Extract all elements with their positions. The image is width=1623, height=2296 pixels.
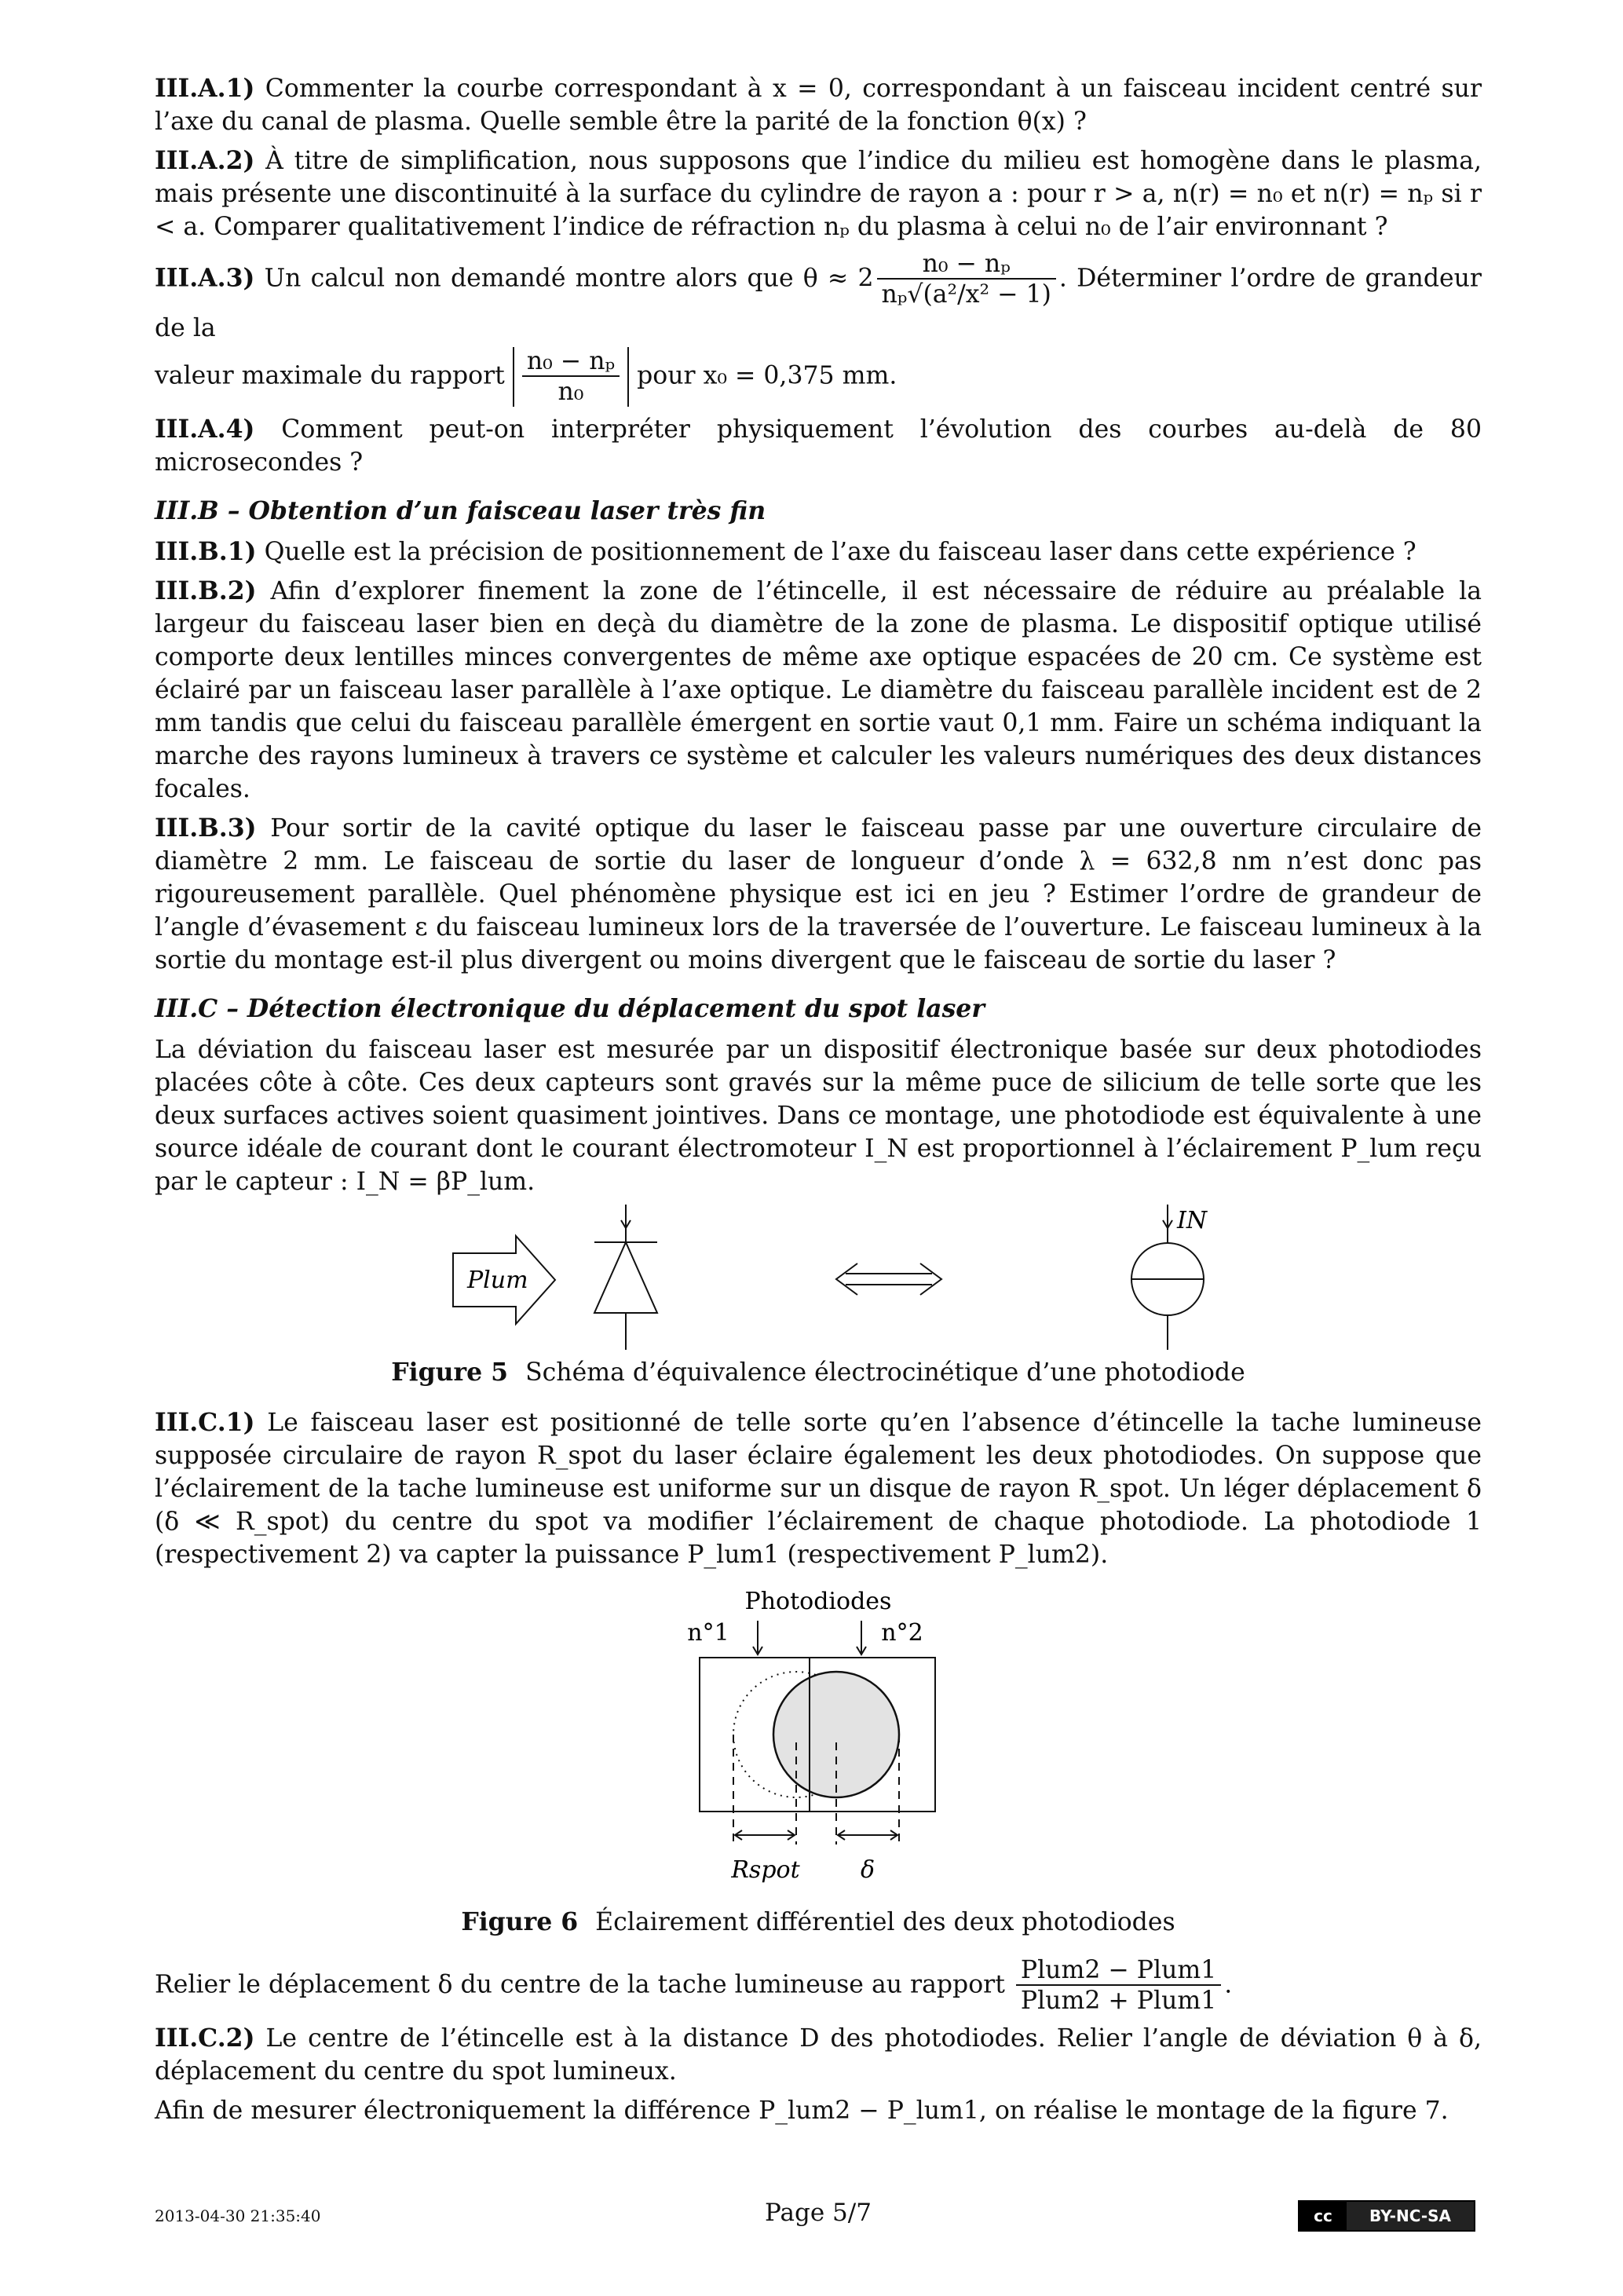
relier-text-b: . <box>1224 1970 1233 1999</box>
question-label: III.C.1) <box>155 1408 255 1437</box>
question-III-C-1 <box>155 1406 1482 1571</box>
question-label: III.C.2) <box>155 2024 255 2053</box>
figure-5-caption <box>155 1356 1482 1389</box>
question-III-B-1 <box>155 536 1482 569</box>
caption-number: Figure 5 <box>391 1358 509 1387</box>
question-label: III.B.2) <box>155 576 257 605</box>
caption-number: Figure 6 <box>461 1907 579 1936</box>
ratio-numerator: n₀ − nₚ <box>522 347 620 377</box>
question-text-d: pour x₀ = 0,375 mm. <box>637 361 897 390</box>
n1-label: n°1 <box>687 1619 729 1647</box>
page-number: Page 5/7 <box>765 2199 872 2227</box>
question-text: Le centre de l’étincelle est à la distance D des photodiodes. Relier l’angle de déviation θ à δ, déplacement du centre du spot lumineux. <box>155 2024 1482 2086</box>
question-III-A-4 <box>155 413 1482 479</box>
rspot-label: Rspot <box>731 1856 800 1884</box>
question-III-B-2 <box>155 575 1482 806</box>
license-text: BY-NC-SA <box>1347 2202 1474 2230</box>
question-label: III.A.4) <box>155 415 255 444</box>
fraction-numerator: Plum2 − Plum1 <box>1016 1956 1221 1986</box>
timestamp: 2013-04-30 21:35:40 <box>155 2206 321 2225</box>
caption-text: Schéma d’équivalence électrocinétique d’une photodiode <box>525 1358 1245 1387</box>
cc-icon: cc <box>1299 2202 1347 2230</box>
relier-statement <box>155 1956 1482 2016</box>
fraction-denominator: nₚ√(a²/x² − 1) <box>881 280 1051 309</box>
plum-label: Plum <box>467 1267 528 1294</box>
question-label: III.A.2) <box>155 146 255 175</box>
page-content <box>155 72 1482 2133</box>
final-line: Afin de mesurer électroniquement la différence P_lum2 − P_lum1, on réalise le montage de la figure 7. <box>155 2097 1449 2125</box>
question-text-a: Un calcul non demandé montre alors que θ ≈ 2 <box>264 264 874 293</box>
power-ratio-fraction <box>1016 1956 1221 2016</box>
equivalence-arrow-icon <box>836 1263 941 1295</box>
question-III-A-2 <box>155 144 1482 243</box>
fraction-numerator: n₀ − nₚ <box>877 250 1056 280</box>
question-III-C-2 <box>155 2022 1482 2088</box>
question-text: À titre de simplification, nous supposons que l’indice du milieu est homogène dans le plasma, mais présente une discontinuité à la surface du cylindre de rayon a : pour r > a, n(r) = n₀ et n(r) = nₚ si r < a. Comparer qualitativement l’indice de réfraction nₚ du plasma à celui n₀ de l’air environnant ? <box>155 147 1482 241</box>
license-badge <box>1298 2200 1475 2232</box>
diode-triangle-icon <box>594 1242 657 1313</box>
question-text: Quelle est la précision de positionnement de l’axe du faisceau laser dans cette expérience ? <box>264 538 1416 566</box>
theta-fraction <box>877 250 1056 309</box>
section-heading-III-C: III.C – Détection électronique du déplacement du spot laser <box>155 994 985 1023</box>
question-III-A-3 <box>155 250 1482 407</box>
section-heading-III-B: III.B – Obtention d’un faisceau laser très fin <box>155 496 766 525</box>
figure-6 <box>155 1585 1482 1899</box>
intro-III-C: La déviation du faisceau laser est mesurée par un dispositif électronique basée sur deux photodiodes placées côte à côte. Ces deux capteurs sont gravés sur la même puce de silicium de telle sorte que les deux surfaces actives soient quasiment jointives. Dans ce montage, une photodiode est équivalente à une source idéale de courant dont le courant électromoteur I_N est proportionnel à l’éclairement P_lum reçu par le capteur : I_N = βP_lum. <box>155 1036 1482 1196</box>
fraction-denominator: Plum2 + Plum1 <box>1020 1987 1217 2015</box>
figure-6-caption <box>155 1906 1482 1939</box>
question-text: Le faisceau laser est positionné de telle sorte qu’en l’absence d’étincelle la tache lumineuse supposée circulaire de rayon R_spot du laser éclaire également les deux photodiodes. On suppose que l’éclairement de la tache lumineuse est uniforme sur un disque de rayon R_spot. Un léger déplacement δ (δ ≪ R_spot) du centre du spot va modifier l’éclairement de chaque photodiode. La photodiode 1 (respectivement 2) va capter la puissance P_lum1 (respectivement P_lum2). <box>155 1409 1482 1569</box>
n2-label: n°2 <box>881 1619 923 1647</box>
abs-ratio <box>513 347 629 407</box>
question-label: III.A.3) <box>155 263 255 293</box>
question-III-A-1 <box>155 72 1482 138</box>
relier-text-a: Relier le déplacement δ du centre de la tache lumineuse au rapport <box>155 1970 1005 1999</box>
question-text: Comment peut-on interpréter physiquement l’évolution des courbes au-delà de 80 microsecondes ? <box>155 415 1482 477</box>
question-text: Pour sortir de la cavité optique du laser le faisceau passe par une ouverture circulaire de diamètre 2 mm. Le faisceau de sortie du laser de longueur d’onde λ = 632,8 nm n’est donc pas rigoureusement parallèle. Quel phénomène physique est ici en jeu ? Estimer l’ordre de grandeur de l’angle d’évasement ε du faisceau lumineux lors de la traversée de l’ouverture. Le faisceau lumineux à la sortie du montage est-il plus divergent ou moins divergent que le faisceau de sortie du laser ? <box>155 814 1482 974</box>
figure-5 <box>155 1205 1482 1350</box>
question-text-c: valeur maximale du rapport <box>155 361 505 390</box>
question-text-b: . Déterminer l’ordre de grandeur de la <box>155 264 1482 342</box>
question-text: Afin d’explorer finement la zone de l’étincelle, il est nécessaire de réduire au préalable la largeur du faisceau laser bien en deçà du diamètre de la zone de plasma. Le dispositif optique utilisé comporte deux lentilles minces convergentes de même axe optique espacées de 20 cm. Ce système est éclairé par un faisceau laser parallèle à l’axe optique. Le diamètre du faisceau parallèle incident est de 2 mm tandis que celui du faisceau parallèle émergent en sortie vaut 0,1 mm. Faire un schéma indiquant la marche des rayons lumineux à travers ce système et calculer les valeurs numériques des deux distances focales. <box>155 577 1482 803</box>
ratio-denominator: n₀ <box>557 378 584 406</box>
page-footer <box>155 2199 1482 2238</box>
question-III-B-3 <box>155 812 1482 977</box>
photodiodes-title: Photodiodes <box>744 1588 892 1615</box>
question-label: III.B.1) <box>155 537 257 566</box>
question-label: III.A.1) <box>155 74 255 103</box>
photodiode-equivalence-diagram <box>155 1205 1482 1350</box>
question-label: III.B.3) <box>155 813 257 843</box>
question-text: Commenter la courbe correspondant à x = 0, correspondant à un faisceau incident centré sur l’axe du canal de plasma. Quelle semble être la parité de la fonction θ(x) ? <box>155 75 1482 136</box>
caption-text: Éclairement différentiel des deux photodiodes <box>595 1908 1175 1936</box>
delta-label: δ <box>860 1856 875 1884</box>
photodiodes-diagram <box>155 1585 1482 1899</box>
in-label: IN <box>1177 1207 1208 1234</box>
